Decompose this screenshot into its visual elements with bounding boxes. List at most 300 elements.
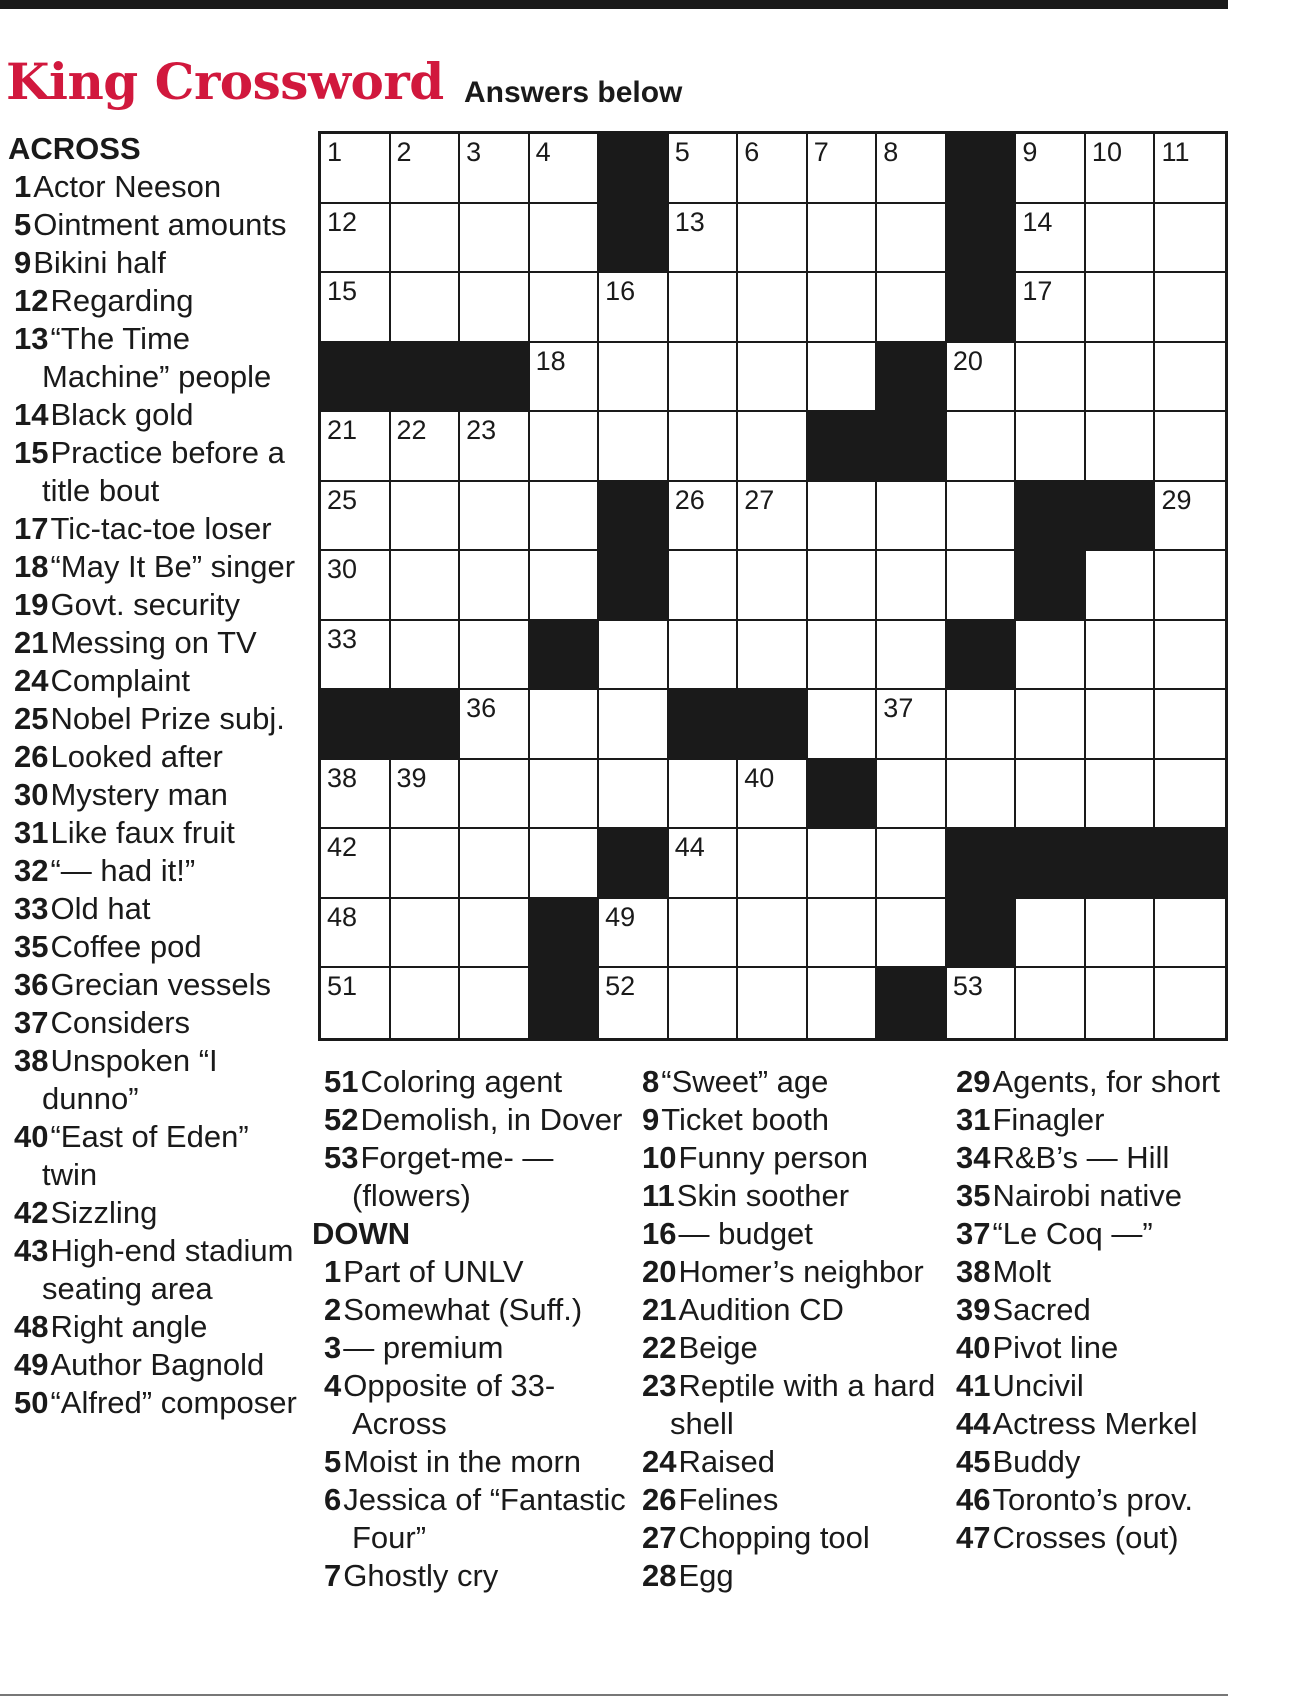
clue-text: Buddy [992, 1444, 1081, 1479]
clue-number: 22 [642, 1330, 677, 1365]
cell-number: 40 [744, 762, 775, 793]
grid-cell[interactable] [1155, 482, 1225, 552]
cell-number: 10 [1091, 137, 1122, 167]
grid-cell[interactable] [391, 412, 461, 482]
grid-cell[interactable] [669, 968, 739, 1038]
clue-number: 40 [956, 1330, 991, 1365]
clue-text: Actor Neeson [33, 169, 222, 204]
grid-cell[interactable] [1155, 134, 1225, 204]
across-clue [8, 206, 304, 244]
clue-text: “Le Coq —” [992, 1216, 1153, 1251]
grid-cell[interactable] [669, 551, 739, 621]
across-clue [8, 168, 304, 206]
grid-cell[interactable] [1086, 968, 1156, 1038]
black-square [947, 899, 1017, 969]
clue-number: 36 [14, 967, 49, 1002]
grid-cell[interactable] [1155, 412, 1225, 482]
across-clue [8, 434, 304, 510]
clue-number: 20 [642, 1254, 677, 1289]
grid-cell[interactable] [808, 273, 878, 343]
grid-cell[interactable] [321, 134, 391, 204]
grid-cell[interactable] [877, 829, 947, 899]
clue-number: 19 [14, 587, 49, 622]
across-clue [318, 1063, 630, 1101]
clue-text: “Alfred” composer [50, 1385, 297, 1420]
across-clue [8, 244, 304, 282]
clue-text: Crosses (out) [992, 1520, 1179, 1555]
grid-cell[interactable] [947, 690, 1017, 760]
down-clue [950, 1443, 1230, 1481]
black-square [808, 760, 878, 830]
clue-text: “East of Eden” twin [42, 1119, 249, 1192]
grid-cell[interactable] [1155, 204, 1225, 274]
grid-cell[interactable] [669, 343, 739, 413]
clue-text: Moist in the morn [343, 1444, 582, 1479]
grid-cell[interactable] [947, 551, 1017, 621]
down-clue [636, 1557, 946, 1595]
across-clue [8, 586, 304, 624]
grid-cell[interactable] [1016, 621, 1086, 691]
clue-text: “The Time Machine” people [42, 321, 272, 394]
down-clue [950, 1367, 1230, 1405]
down-clue [318, 1253, 630, 1291]
clue-number: 5 [14, 207, 32, 242]
cell-number: 1 [327, 137, 343, 167]
clue-number: 26 [14, 739, 49, 774]
grid-cell[interactable] [669, 899, 739, 969]
grid-cell[interactable] [599, 343, 669, 413]
cell-number: 12 [327, 206, 358, 237]
grid-cell[interactable] [321, 204, 391, 274]
cell-number: 27 [744, 484, 775, 515]
grid-cell[interactable] [1016, 412, 1086, 482]
black-square [808, 412, 878, 482]
grid-cell[interactable] [530, 343, 600, 413]
clue-number: 48 [14, 1309, 49, 1344]
grid-cell[interactable] [460, 412, 530, 482]
grid-cell[interactable] [1155, 273, 1225, 343]
grid-cell[interactable] [738, 482, 808, 552]
grid-cell[interactable] [599, 412, 669, 482]
grid-cell[interactable] [321, 273, 391, 343]
grid-cell[interactable] [808, 829, 878, 899]
grid-cell[interactable] [1086, 412, 1156, 482]
grid-cell[interactable] [669, 482, 739, 552]
clue-text: Homer’s neighbor [678, 1254, 924, 1289]
down-clue [318, 1291, 630, 1329]
grid-cell[interactable] [877, 690, 947, 760]
grid-cell[interactable] [808, 204, 878, 274]
cell-number: 36 [466, 693, 497, 724]
grid-cell[interactable] [669, 760, 739, 830]
across-clue [8, 1384, 304, 1422]
black-square [530, 621, 600, 691]
grid-cell[interactable] [530, 273, 600, 343]
grid-cell[interactable] [669, 621, 739, 691]
grid-cell[interactable] [1016, 134, 1086, 204]
clue-number: 32 [14, 853, 49, 888]
cell-number: 30 [327, 554, 358, 585]
clue-number: 5 [324, 1444, 342, 1479]
cell-number: 37 [883, 693, 914, 724]
cell-number: 8 [883, 137, 899, 167]
clue-number: 26 [642, 1482, 677, 1517]
grid-cell[interactable] [877, 760, 947, 830]
across-clue [8, 776, 304, 814]
grid-cell[interactable] [391, 621, 461, 691]
clue-number: 34 [956, 1140, 991, 1175]
grid-cell[interactable] [947, 482, 1017, 552]
clue-text: Sizzling [50, 1195, 158, 1230]
grid-cell[interactable] [530, 482, 600, 552]
clue-number: 24 [14, 663, 49, 698]
grid-cell[interactable] [808, 899, 878, 969]
grid-cell[interactable] [1016, 204, 1086, 274]
down-clue [950, 1519, 1230, 1557]
grid-cell[interactable] [877, 899, 947, 969]
grid-cell[interactable] [1016, 273, 1086, 343]
clue-text: Practice before a title bout [42, 435, 285, 508]
down-clue [636, 1063, 946, 1101]
cell-number: 53 [952, 971, 983, 1002]
black-square [947, 829, 1017, 899]
grid-cell[interactable] [321, 968, 391, 1038]
clue-text: Audition CD [678, 1292, 844, 1327]
cell-number: 21 [327, 415, 358, 446]
grid-cell[interactable] [877, 482, 947, 552]
grid-cell[interactable] [1155, 621, 1225, 691]
grid-cell[interactable] [738, 829, 808, 899]
clue-text: High-end stadium seating area [42, 1233, 294, 1306]
black-square [947, 134, 1017, 204]
grid-cell[interactable] [530, 551, 600, 621]
grid-cell[interactable] [1155, 343, 1225, 413]
grid-cell[interactable] [669, 273, 739, 343]
black-square [669, 690, 739, 760]
down-clue [950, 1101, 1230, 1139]
across-clue [8, 624, 304, 662]
grid-cell[interactable] [530, 829, 600, 899]
grid-cell[interactable] [877, 621, 947, 691]
clue-number: 37 [956, 1216, 991, 1251]
grid-cell[interactable] [460, 551, 530, 621]
cell-number: 26 [674, 484, 705, 515]
clue-text: Like faux fruit [50, 815, 235, 850]
down-clue [636, 1443, 946, 1481]
black-square [599, 482, 669, 552]
clue-number: 13 [14, 321, 49, 356]
clue-number: 12 [14, 283, 49, 318]
grid-cell[interactable] [738, 204, 808, 274]
grid-cell[interactable] [808, 482, 878, 552]
cell-number: 3 [466, 137, 482, 167]
across-clue [8, 928, 304, 966]
down-clue [636, 1139, 946, 1177]
grid-cell[interactable] [599, 690, 669, 760]
down-clue [636, 1481, 946, 1519]
clue-number: 7 [324, 1558, 342, 1593]
down-clue [950, 1481, 1230, 1519]
clue-number: 31 [14, 815, 49, 850]
grid-cell[interactable] [599, 760, 669, 830]
grid-cell[interactable] [1155, 968, 1225, 1038]
grid-cell[interactable] [1016, 968, 1086, 1038]
grid-cell[interactable] [321, 551, 391, 621]
grid-cell[interactable] [808, 968, 878, 1038]
grid-cell[interactable] [391, 551, 461, 621]
black-square [321, 343, 391, 413]
across-clue [8, 1308, 304, 1346]
cell-number: 49 [605, 901, 636, 932]
clue-number: 35 [956, 1178, 991, 1213]
grid-cell[interactable] [738, 760, 808, 830]
black-square [530, 899, 600, 969]
clue-number: 41 [956, 1368, 991, 1403]
clue-text: “Sweet” age [661, 1064, 829, 1099]
across-clue [318, 1101, 630, 1139]
black-square [877, 343, 947, 413]
grid-cell[interactable] [877, 551, 947, 621]
across-clue [8, 890, 304, 928]
grid-cell[interactable] [460, 134, 530, 204]
grid-cell[interactable] [599, 621, 669, 691]
grid-cell[interactable] [1086, 204, 1156, 274]
grid-cell[interactable] [808, 343, 878, 413]
grid-cell[interactable] [1086, 899, 1156, 969]
cell-number: 48 [327, 901, 358, 932]
grid-cell[interactable] [947, 760, 1017, 830]
clue-text: Somewhat (Suff.) [343, 1292, 583, 1327]
grid-cell[interactable] [460, 899, 530, 969]
grid-cell[interactable] [460, 621, 530, 691]
grid-cell[interactable] [530, 690, 600, 760]
grid-cell[interactable] [738, 412, 808, 482]
grid-cell[interactable] [947, 968, 1017, 1038]
grid-cell[interactable] [321, 899, 391, 969]
grid-cell[interactable] [1155, 551, 1225, 621]
clue-text: Nairobi native [992, 1178, 1183, 1213]
grid-cell[interactable] [738, 968, 808, 1038]
clue-text: — premium [343, 1330, 504, 1365]
grid-cell[interactable] [738, 551, 808, 621]
grid-cell[interactable] [738, 273, 808, 343]
grid-cell[interactable] [599, 899, 669, 969]
grid-cell[interactable] [947, 412, 1017, 482]
grid-cell[interactable] [1086, 760, 1156, 830]
black-square [391, 343, 461, 413]
clue-text: Finagler [992, 1102, 1105, 1137]
grid-cell[interactable] [530, 134, 600, 204]
cell-number: 2 [396, 137, 412, 167]
cell-number: 18 [535, 345, 566, 376]
clue-number: 29 [956, 1064, 991, 1099]
clue-text: Considers [50, 1005, 191, 1040]
grid-cell[interactable] [1155, 760, 1225, 830]
grid-cell[interactable] [1086, 343, 1156, 413]
clue-number: 44 [956, 1406, 991, 1441]
cell-number: 33 [327, 623, 358, 654]
grid-cell[interactable] [738, 343, 808, 413]
grid-cell[interactable] [877, 273, 947, 343]
grid-cell[interactable] [1086, 690, 1156, 760]
grid-cell[interactable] [669, 829, 739, 899]
down-clue [636, 1367, 946, 1443]
clue-column-3 [636, 1063, 946, 1595]
clue-text: Ticket booth [661, 1102, 829, 1137]
clue-text: Demolish, in Dover [360, 1102, 623, 1137]
grid-cell[interactable] [1016, 343, 1086, 413]
grid-cell[interactable] [738, 899, 808, 969]
clue-text: Beige [678, 1330, 758, 1365]
grid-cell[interactable] [808, 690, 878, 760]
cell-number: 4 [535, 137, 551, 167]
across-clue [8, 1194, 304, 1232]
grid-cell[interactable] [530, 760, 600, 830]
grid-cell[interactable] [947, 343, 1017, 413]
black-square [599, 829, 669, 899]
grid-cell[interactable] [669, 204, 739, 274]
grid-cell[interactable] [1086, 551, 1156, 621]
grid-cell[interactable] [669, 134, 739, 204]
cell-number: 16 [605, 276, 636, 307]
clue-number: 23 [642, 1368, 677, 1403]
clue-text: Opposite of 33-Across [343, 1368, 556, 1441]
clue-text: Right angle [50, 1309, 208, 1344]
grid-cell[interactable] [808, 621, 878, 691]
grid-cell[interactable] [391, 482, 461, 552]
grid-cell[interactable] [530, 412, 600, 482]
grid-cell[interactable] [321, 482, 391, 552]
grid-cell[interactable] [391, 829, 461, 899]
clue-text: Unspoken “I dunno” [42, 1043, 218, 1116]
clue-text: Regarding [50, 283, 194, 318]
across-clue [8, 852, 304, 890]
grid-cell[interactable] [1155, 899, 1225, 969]
clue-number: 50 [14, 1385, 49, 1420]
grid-cell[interactable] [460, 829, 530, 899]
clue-number: 27 [642, 1520, 677, 1555]
clue-text: Looked after [50, 739, 223, 774]
clue-number: 45 [956, 1444, 991, 1479]
grid-cell[interactable] [1016, 760, 1086, 830]
grid-cell[interactable] [460, 273, 530, 343]
grid-cell[interactable] [391, 204, 461, 274]
clue-text: Coffee pod [50, 929, 202, 964]
grid-cell[interactable] [738, 134, 808, 204]
grid-cell[interactable] [460, 968, 530, 1038]
grid-cell[interactable] [1016, 899, 1086, 969]
grid-cell[interactable] [1155, 690, 1225, 760]
grid-cell[interactable] [321, 760, 391, 830]
clue-number: 4 [324, 1368, 342, 1403]
grid-cell[interactable] [808, 134, 878, 204]
cell-number: 38 [327, 762, 358, 793]
grid-cell[interactable] [1086, 273, 1156, 343]
grid-cell[interactable] [321, 829, 391, 899]
clue-number: 24 [642, 1444, 677, 1479]
cell-number: 44 [674, 832, 705, 863]
across-clue [8, 814, 304, 852]
clue-text: Bikini half [33, 245, 166, 280]
grid-cell[interactable] [808, 551, 878, 621]
grid-cell[interactable] [460, 760, 530, 830]
clue-number: 53 [324, 1140, 359, 1175]
clue-column-4 [950, 1063, 1230, 1557]
clue-text: Chopping tool [678, 1520, 870, 1555]
clue-text: Skin soother [676, 1178, 850, 1213]
down-clue [318, 1367, 630, 1443]
down-clue [636, 1101, 946, 1139]
cell-number: 23 [466, 415, 497, 446]
clue-text: Ointment amounts [33, 207, 287, 242]
black-square [947, 273, 1017, 343]
clue-text: R&B’s — Hill [992, 1140, 1170, 1175]
clue-number: 15 [14, 435, 49, 470]
cell-number: 51 [327, 971, 358, 1002]
clue-text: Reptile with a hard shell [670, 1368, 936, 1441]
grid-cell[interactable] [1086, 134, 1156, 204]
grid-cell[interactable] [1016, 690, 1086, 760]
clue-text: Complaint [50, 663, 191, 698]
grid-cell[interactable] [391, 968, 461, 1038]
black-square [530, 968, 600, 1038]
grid-cell[interactable] [460, 482, 530, 552]
grid-cell[interactable] [599, 273, 669, 343]
clue-number: 51 [324, 1064, 359, 1099]
clue-number: 46 [956, 1482, 991, 1517]
grid-cell[interactable] [877, 204, 947, 274]
clue-number: 2 [324, 1292, 342, 1327]
across-clue [8, 738, 304, 776]
top-tab [762, 0, 1172, 8]
down-clue [950, 1139, 1230, 1177]
grid-cell[interactable] [321, 621, 391, 691]
cell-number: 52 [605, 971, 636, 1002]
down-clue [636, 1177, 946, 1215]
grid-cell[interactable] [391, 134, 461, 204]
grid-cell[interactable] [321, 412, 391, 482]
cell-number: 39 [396, 762, 427, 793]
down-clue [950, 1291, 1230, 1329]
grid-cell[interactable] [391, 899, 461, 969]
clue-text: Uncivil [992, 1368, 1084, 1403]
down-clue [318, 1443, 630, 1481]
grid-cell[interactable] [599, 968, 669, 1038]
cell-number: 22 [396, 415, 427, 446]
black-square [877, 412, 947, 482]
grid-cell[interactable] [460, 204, 530, 274]
grid-cell[interactable] [530, 204, 600, 274]
grid-cell[interactable] [877, 134, 947, 204]
bottom-rule [0, 1694, 1228, 1696]
across-clue [8, 548, 304, 586]
grid-cell[interactable] [669, 412, 739, 482]
black-square [1016, 551, 1086, 621]
grid-cell[interactable] [391, 273, 461, 343]
grid-cell[interactable] [738, 621, 808, 691]
grid-cell[interactable] [1086, 621, 1156, 691]
across-heading: ACROSS [8, 131, 141, 166]
clue-number: 35 [14, 929, 49, 964]
grid-cell[interactable] [460, 690, 530, 760]
clue-text: “May It Be” singer [50, 549, 296, 584]
clue-number: 16 [642, 1216, 677, 1251]
down-clue [636, 1215, 946, 1253]
down-clue [318, 1557, 630, 1595]
grid-cell[interactable] [391, 760, 461, 830]
across-clue [8, 1346, 304, 1384]
clue-text: — budget [678, 1216, 813, 1251]
